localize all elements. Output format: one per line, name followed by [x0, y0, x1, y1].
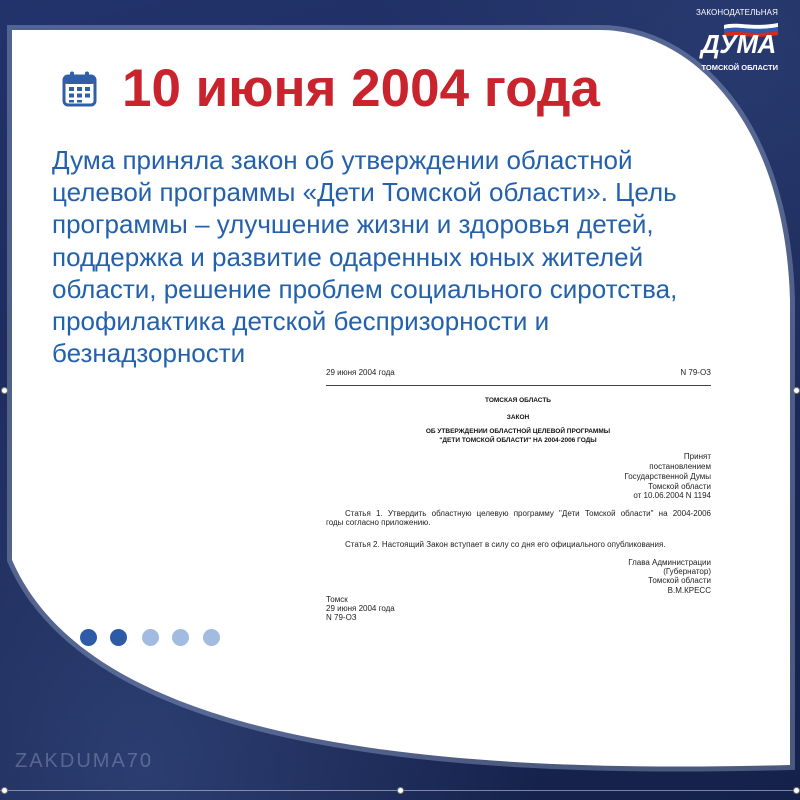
- calendar-icon: [62, 71, 97, 107]
- body-text-line: безнадзорности: [52, 338, 246, 369]
- doc-title-line: "ДЕТИ ТОМСКОЙ ОБЛАСТИ" НА 2004-2006 ГОДЫ: [439, 437, 597, 444]
- doc-signature-line: В.М.КРЕСС: [667, 586, 711, 595]
- resize-handle-bottom-right[interactable]: [793, 787, 800, 794]
- logo-top-text: ЗАКОНОДАТЕЛЬНАЯ: [695, 8, 778, 17]
- doc-adoption-line: от 10.06.2004 N 1194: [633, 491, 711, 500]
- heading-date: 10 июня 2004 года: [122, 59, 600, 118]
- pagination-dot: [203, 629, 220, 646]
- watermark: ZAKDUMA70: [15, 750, 154, 772]
- doc-adoption-line: Томской области: [648, 482, 711, 491]
- body-text-line: программы – улучшение жизни и здоровья детей,: [52, 209, 654, 240]
- doc-adoption-line: Принят: [683, 452, 711, 461]
- doc-signature-line: (Губернатор): [663, 567, 711, 576]
- doc-type: ЗАКОН: [506, 414, 530, 421]
- doc-article-1: Статья 1. Утвердить областную целевую программу "Дети Томской области" на 2004-2006: [345, 509, 711, 518]
- doc-signature-line: Томской области: [648, 576, 711, 585]
- pagination-dot: [172, 629, 189, 646]
- doc-footer-line: Томск: [326, 595, 348, 604]
- doc-article-2: Статья 2. Настоящий Закон вступает в силу со дня его официального опубликования.: [345, 540, 666, 549]
- body-text-line: области, решение проблем социального сиротства,: [52, 273, 678, 304]
- logo-bottom-text: ТОМСКОЙ ОБЛАСТИ: [701, 63, 778, 72]
- resize-handle-bottom-left[interactable]: [1, 787, 8, 794]
- body-text-line: поддержка и развитие одаренных юных жителей: [52, 241, 644, 272]
- logo-name: ДУМА: [701, 29, 776, 59]
- resize-handle-bottom[interactable]: [397, 787, 404, 794]
- doc-divider: [326, 385, 711, 386]
- pagination-dot: [142, 629, 159, 646]
- doc-signature-line: Глава Администрации: [628, 558, 711, 567]
- resize-handle-right[interactable]: [793, 387, 800, 394]
- body-text-line: Дума приняла закон об утверждении областной: [52, 145, 633, 175]
- doc-title-line: ОБ УТВЕРЖДЕНИИ ОБЛАСТНОЙ ЦЕЛЕВОЙ ПРОГРАММЫ: [425, 428, 611, 435]
- doc-article-1-cont: годы согласно приложению.: [326, 518, 431, 527]
- doc-date: 29 июня 2004 года: [326, 368, 395, 377]
- resize-handle-left[interactable]: [1, 387, 8, 394]
- doc-region: ТОМСКАЯ ОБЛАСТЬ: [485, 397, 551, 404]
- body-text-line: профилактика детской беспризорности и: [52, 305, 550, 336]
- law-document: [318, 360, 718, 630]
- doc-footer-line: N 79-ОЗ: [326, 613, 357, 622]
- doc-adoption-line: Государственной Думы: [624, 472, 711, 481]
- doc-number: N 79-ОЗ: [680, 368, 711, 377]
- body-text-line: целевой программы «Дети Томской области». Цель: [52, 177, 677, 208]
- pagination-dot: [110, 629, 127, 646]
- doc-adoption-line: постановлением: [649, 462, 711, 471]
- pagination-dot: [80, 629, 97, 646]
- body-paragraph: [52, 144, 677, 369]
- doc-footer-line: 29 июня 2004 года: [326, 604, 395, 613]
